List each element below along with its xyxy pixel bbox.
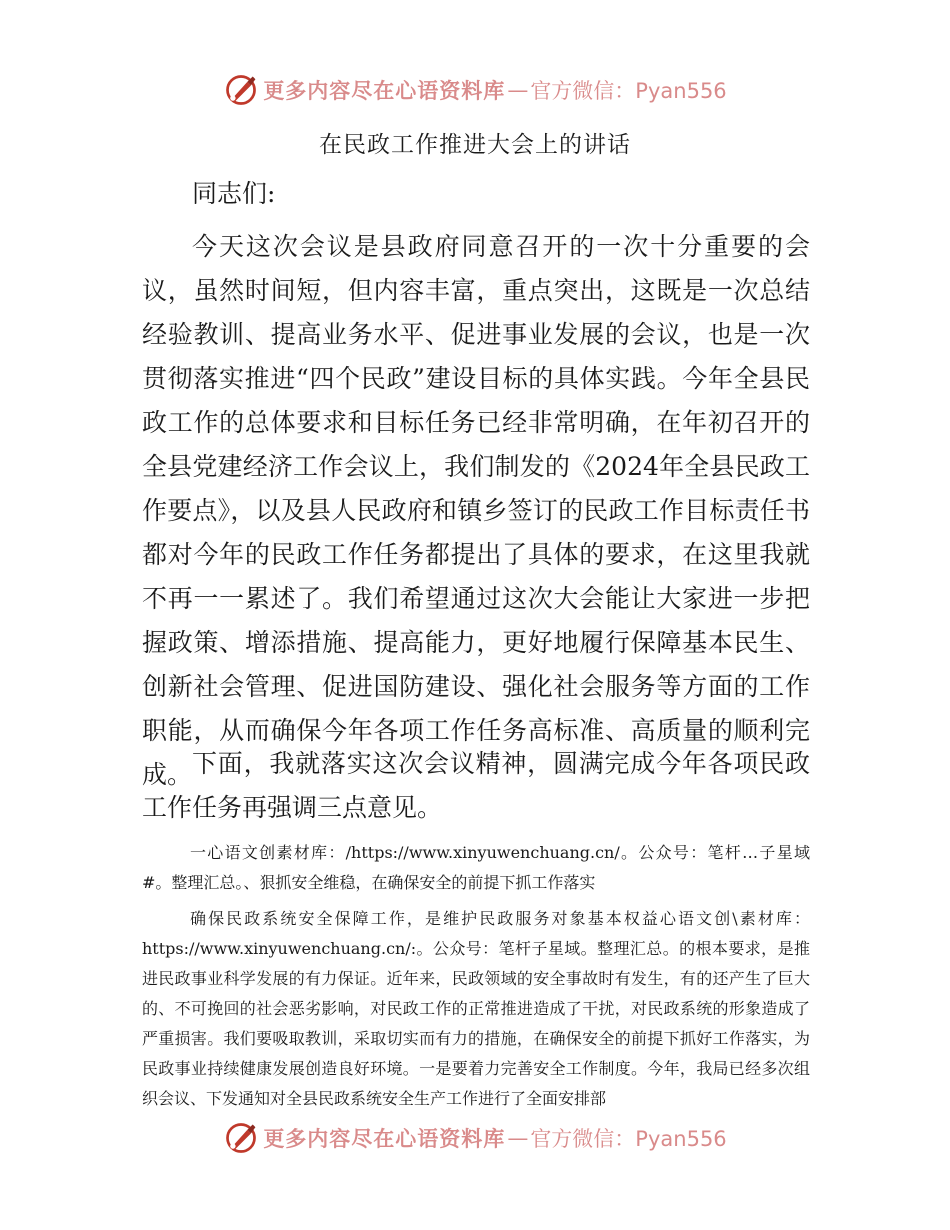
- greeting: 同志们:: [192, 179, 276, 208]
- banner-text: 更多内容尽在心语资料库: [263, 79, 506, 103]
- document-title: 在民政工作推进大会上的讲话: [319, 132, 631, 158]
- banner-contact: 官方微信：Pyan556: [530, 1127, 727, 1151]
- pen-logo-icon: [223, 72, 259, 108]
- banner-separator: —: [507, 1126, 529, 1150]
- small-paragraph-1: 一心语文创素材库：/https://www.xinyuwenchuang.cn/。公众号：笔杆…子星域#。整理汇总。、狠抓安全维稳，在确保安全的前提下抓工作落实: [142, 843, 810, 892]
- pen-logo-icon: [223, 1120, 259, 1156]
- paragraph-2: 下面，我就落实这次会议精神，圆满完成今年各项民政工作任务再强调三点意见。: [142, 749, 810, 822]
- banner-separator: —: [507, 78, 529, 102]
- footer-banner: [0, 1118, 950, 1158]
- paragraph-1: 今天这次会议是县政府同意召开的一次十分重要的会议，虽然时间短，但内容丰富，重点突出，这既是一次总结经验教训、提高业务水平、促进事业发展的会议，也是一次贯彻落实推进“四个民政”建设目标的具体实践。今年全县民政工作的总体要求和目标任务已经非常明确，在年初召开的全县党建经济工作会议上，我们制发的《2024年全县民政工作要点》，以及县人民政府和镇乡签订的民政工作目标责任书都对今年的民政工作任务都提出了具体的要求，在这里我就不再一一累述了。我们希望通过这次大会能让大家进一步把握政策、增添措施、提高能力，更好地履行保障基本民生、创新社会管理、促进国防建设、强化社会服务等方面的工作职能，从而确保今年各项工作任务高标准、高质量的顺利完成。: [142, 232, 810, 789]
- header-banner: [0, 70, 950, 110]
- banner-text: 更多内容尽在心语资料库: [263, 1127, 506, 1151]
- banner-contact: 官方微信：Pyan556: [530, 79, 727, 103]
- small-paragraph-2: 确保民政系统安全保障工作，是维护民政服务对象基本权益心语文创\素材库：https://www.xinyuwenchuang.cn/:。公众号：笔杆子星域。整理汇总。的根本要求，是推进民政事业科学发展的有力保证。近年来，民政领域的安全事故时有发生，有的还产生了巨大的、不可挽回的社会恶劣影响，对民政工作的正常推进造成了干扰，对民政系统的形象造成了严重损害。我们要吸取教训，采取切实而有力的措施，在确保安全的前提下抓好工作落实，为民政事业持续健康发展创造良好环境。一是要着力完善安全工作制度。今年，我局已经多次组织会议、下发通知对全县民政系统安全生产工作进行了全面安排部: [142, 909, 810, 1108]
